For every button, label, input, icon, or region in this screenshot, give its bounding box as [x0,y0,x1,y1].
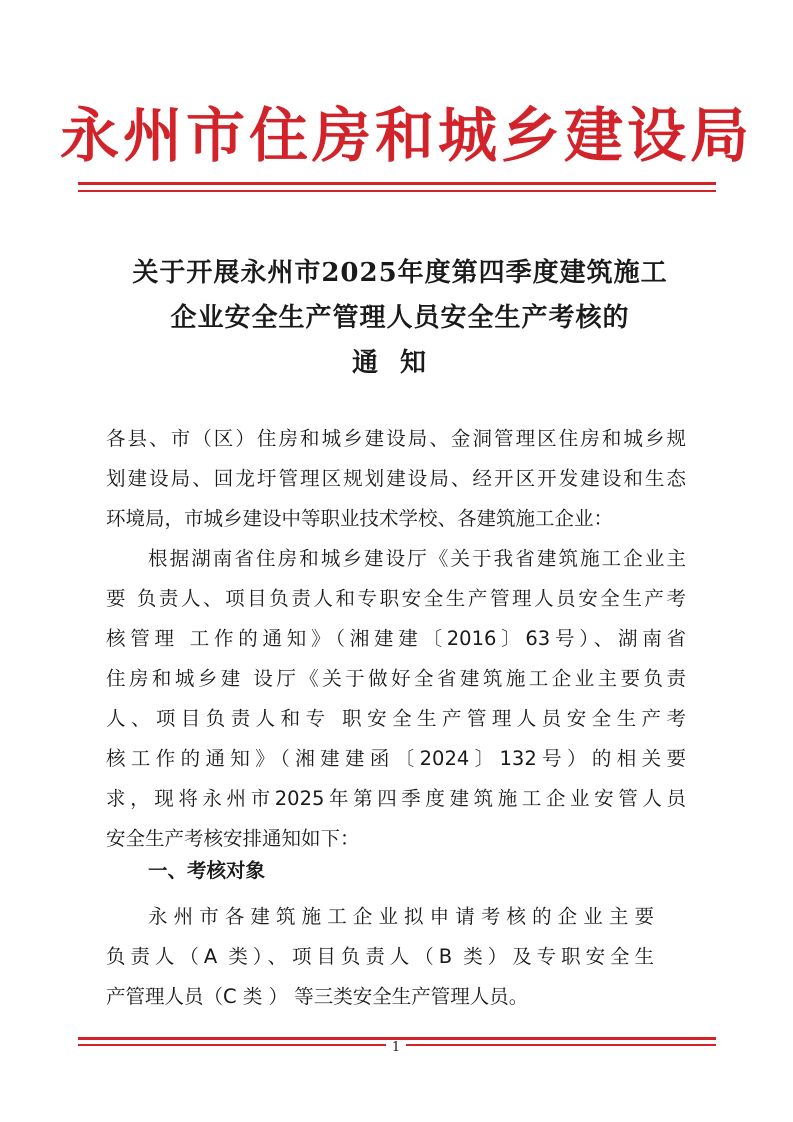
basis-line: 住房和城乡建 设厅《关于做好全省建筑施工企业主要负责 [106,667,686,690]
section-heading-1: 一、考核对象 [148,859,266,882]
document-title-line-1: 关于开展永州市2025年度第四季度建筑施工 [132,258,668,288]
document-title-line-2: 企业安全生产管理人员安全生产考核的 [170,303,630,333]
addressee-line: 各县、市（区）住房和城乡建设局、金洞管理区住房和城乡规 [106,427,686,450]
basis-line: 求，现将永州市2025年第四季度建筑施工企业安管人员 [106,787,686,810]
letterhead-rule-thick [78,182,716,185]
basis-line: 核管理 工作的通知》（湘建建〔2016〕63号）、湖南省 [106,627,686,650]
section-1-line: 永州市各建筑施工企业拟申请考核的企业主要 [148,905,654,928]
section-1-line: 产管理人员（C 类 ） 等三类安全生产管理人员。 [106,985,529,1008]
document-title-line-3: 通知 [351,348,448,378]
letterhead-rule-thin [78,190,716,192]
agency-letterhead: 永州市住房和城乡建设局 [60,101,754,170]
basis-line: 核工作的通知》（湘建建函〔2024〕132号）的相关要 [106,747,686,770]
page-number: 1 [386,1040,406,1055]
basis-line: 根据湖南省住房和城乡建设厅《关于我省建筑施工企业主 [148,547,686,570]
basis-line: 安全生产考核安排通知如下： [106,827,360,850]
addressee-line: 环境局，市城乡建设中等职业技术学校、各建筑施工企业： [106,507,614,530]
addressee-line: 划建设局、回龙圩管理区规划建设局、经开区开发建设和生态 [106,467,686,490]
basis-paragraph [106,539,686,859]
addressee-paragraph [106,419,686,539]
basis-line: 要 负责人、项目负责人和专职安全生产管理人员安全生产考 [106,587,686,610]
section-1-paragraph [106,897,654,1017]
section-1-line: 负责人（A 类）、项目负责人（B 类）及专职安全生 [106,945,654,968]
basis-line: 人、项目负责人和专 职安全生产管理人员安全生产考 [106,707,686,730]
